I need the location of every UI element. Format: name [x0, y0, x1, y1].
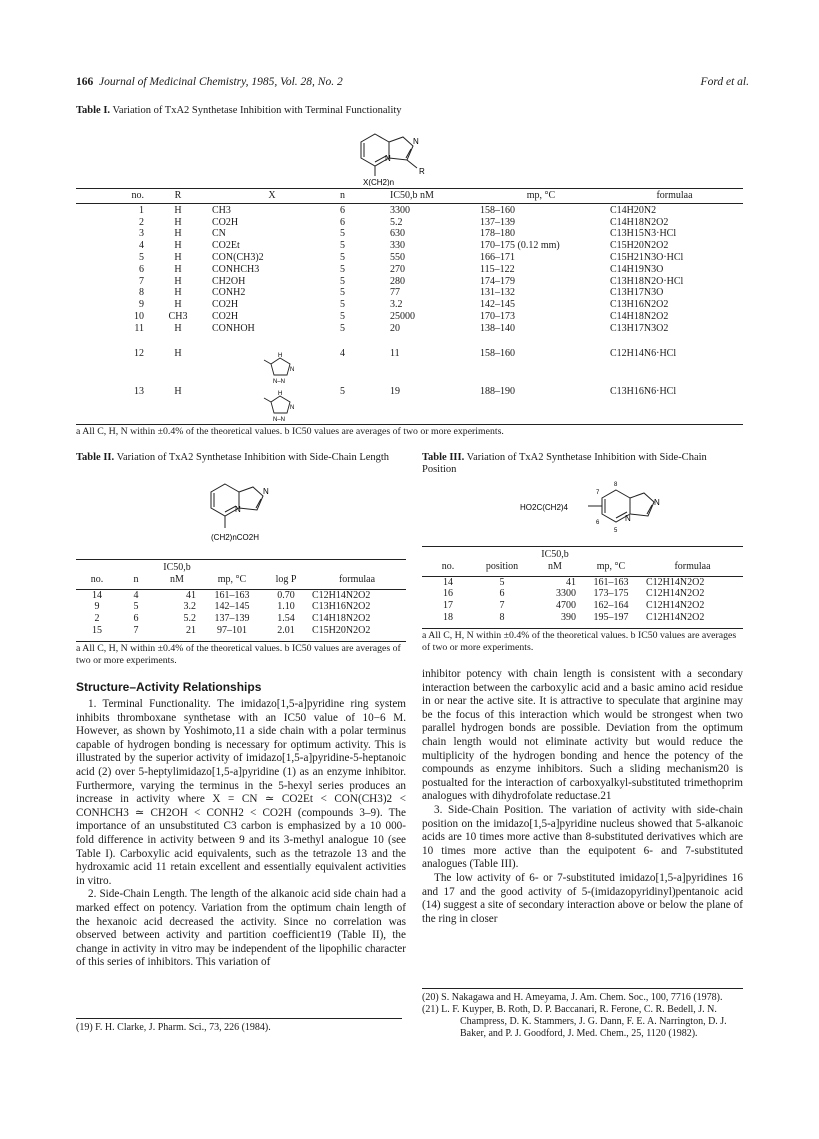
table3-pos-8: 8 [614, 482, 618, 488]
table1-structure-n1: N [413, 137, 419, 146]
table1-col-no: no. [131, 190, 144, 201]
table2-structure-n1: N [263, 487, 269, 496]
table1-row [76, 373, 743, 411]
table1-row [76, 252, 743, 264]
table2-row [76, 613, 406, 625]
table2-rule-bottom [76, 641, 406, 642]
table3-cell-no: 18 [443, 611, 453, 623]
reference-20: (20) S. Nakagawa and H. Ameyama, J. Am. Chem. Soc., 100, 7716 (1978). [422, 992, 723, 1003]
table3-body [422, 576, 743, 624]
table1-cell-no: 13 [134, 385, 144, 397]
table2-cell-n: 6 [133, 613, 139, 625]
table3-cell-ic50: 3300 [556, 588, 576, 600]
para-chain-length-continued: inhibitor potency with chain length is consistent with a secondary interaction between the carboxylic acid and a basic amino acid residue in or near the active site. It is attractive to speculate that arginine may be the focus of this interaction which would be strongest when two parallel hydrogen bonds are possible. Deviation from the optimum chain length would not eliminate activity but would reduce the multiplicity of the hydrogen bonding and hence the potency of the compounds as enzyme inhibitors. Such a sliding mechanism20 is postualted for the interaction of carboxyalkyl-substituted trimethoprim analogues with dihydrofolate reductase.21 [422, 668, 743, 803]
table3-cell-formula: C12H14N2O2 [646, 588, 705, 600]
table1-cell-formula: C15H20N2O2 [610, 240, 669, 252]
table1-cell-ic50: 19 [390, 385, 400, 397]
para-side-chain-position: 3. Side-Chain Position. The variation of activity with side-chain position on the imidazo[1,5-a]pyridine nucleus showed that 5-alkanoic acids are 10 times more active than 8-substituted derivatives which are 10 times more active than the equipotent 6- and 7-substituted analogues (Table III). [422, 803, 743, 871]
table1-title: Variation of TxA2 Synthetase Inhibition with Terminal Functionality [112, 105, 402, 116]
table3-title: Variation of TxA2 Synthetase Inhibition with Side-Chain Position [422, 452, 707, 475]
table1-cell-x: CO2H [212, 216, 239, 228]
table1-cell-r: H [174, 385, 182, 397]
table3-col-formula: formulaa [674, 560, 711, 572]
table1-cell-r: H [174, 299, 182, 311]
table1-cell-mp: 158–160 [480, 204, 515, 216]
table2-caption [76, 452, 406, 464]
table1-cell-ic50: 630 [390, 228, 405, 240]
table3-cell-position: 7 [499, 600, 505, 612]
table3-cell-position: 8 [499, 611, 505, 623]
table1-col-r: R [174, 190, 182, 201]
footnotes-left [76, 1022, 406, 1034]
table2-col-no: no. [90, 573, 104, 585]
table3-header-row [422, 549, 743, 573]
table3-cell-mp: 173–175 [593, 588, 629, 600]
table1-cell-no: 1 [139, 204, 144, 216]
table3-cell-mp: 195–197 [593, 611, 629, 623]
table1-row [76, 276, 743, 288]
authors: Ford et al. [700, 76, 749, 88]
left-column [76, 698, 406, 970]
table2-cell-ic50: 21 [186, 624, 196, 636]
table1-cell-no: 9 [139, 299, 144, 311]
table3 [422, 549, 743, 624]
table2-cell-mp: 137–139 [214, 613, 250, 625]
table1-cell-x: CONH2 [212, 287, 246, 299]
table2-col-n: n [133, 573, 139, 585]
table1-structure-chain: X(CH2)n [363, 178, 395, 186]
table3-cell-position: 6 [499, 588, 505, 600]
table1-row [76, 217, 743, 229]
table3-cell-no: 17 [443, 600, 453, 612]
table3-caption [422, 452, 743, 476]
table2-cell-formula: C13H16N2O2 [312, 601, 371, 613]
table1-header-row [76, 190, 743, 202]
table1-cell-mp: 178–180 [480, 228, 515, 240]
para-low-activity: The low activity of 6- or 7-substituted imidazo[1,5-a]pyridines 16 and 17 and the good activity of 5-(imidazopyridinyl)pentanoic acid (14) suggest a site of secondary interaction above or below the plane of the ring in closer [422, 871, 743, 925]
para-side-chain-length: 2. Side-Chain Length. The length of the alkanoic acid side chain had a marked effect on potency. Variation from the optimum chain length of the hexanoic acid decreased the activity. Since no correlation was observed between activity and partition coefficient19 (Table II), the change in activity in vitro may be independent of the lipophilic character of this series of inhibitors. This variation of [76, 888, 406, 969]
footnote-rule-left [76, 1018, 402, 1019]
table1-cell-mp: 188–190 [480, 385, 515, 397]
table3-cell-ic50: 390 [561, 611, 576, 623]
table1-cell-formula: C13H16N2O2 [610, 299, 669, 311]
table1-col-ic50: IC50,b nM [390, 190, 434, 201]
table1-cell-mp: 170–175 (0.12 mm) [480, 240, 560, 252]
table1-cell-formula: C14H18N2O2 [610, 216, 669, 228]
table2-label: Table II. [76, 452, 115, 463]
right-column [422, 668, 743, 926]
tetrazole-nn: N–N [273, 379, 286, 385]
table1-cell-no: 8 [139, 287, 144, 299]
table1-cell-x: CO2H [212, 310, 239, 322]
table1-cell-no: 2 [139, 216, 144, 228]
table2-cell-formula: C15H20N2O2 [312, 624, 371, 636]
table2-col-ic50: IC50,b nM [163, 562, 191, 585]
table2-rule-top [76, 559, 406, 560]
table1-cell-no: 6 [139, 263, 144, 275]
table1-cell-r: H [174, 322, 182, 334]
table1-structure [345, 122, 455, 186]
table1-rule-top [76, 188, 743, 189]
table3-cell-formula: C12H14N2O2 [646, 576, 705, 588]
table1-cell-ic50: 270 [390, 263, 405, 275]
table1-cell-mp: 115–122 [480, 263, 515, 275]
table1-cell-x: CONHCH3 [212, 263, 260, 275]
para-terminal-functionality: 1. Terminal Functionality. The imidazo[1,5-a]pyridine ring system inhibits thromboxane synthetase with an IC50 value of 10−6 M. However, as shown by Yoshimoto,11 a side chain with a polar terminus capable of hydrogen bonding is necessary for optimum activity. This is illustrated by the superior activity of imidazo[1,5-a]pyridine-5-heptanoic acid (2) over 5-heptylimidazo[1,5-a]pyridine (1) as an enzyme inhibitor. Furthermore, varying the terminus in the 5-hexyl series produces an increase in activity where X = CN ≃ CO2Et < CON(CH3)2 < CONHCH3 ≃ CH2OH < CONH2 < CO2H (compounds 3–9). The importance of an unsubstituted C3 carbon is emphasized by a 10 000-fold difference in activity between 9 and its 3-methyl analogue 10 (see Table I). Carboxylic acid equivalents, such as the tetrazole 13 and the hydroxamic acid 11 retain excellent and essentially equivalent activities in vitro. [76, 698, 406, 887]
table2-cell-mp: 161–163 [214, 589, 250, 601]
table2-col-logp: log P [275, 573, 297, 585]
table3-cell-mp: 162–164 [593, 600, 629, 612]
table1-cell-r: H [174, 275, 182, 287]
table1-cell-mp: 142–145 [480, 299, 515, 311]
table2-cell-no: 15 [92, 624, 102, 636]
table1-row [76, 264, 743, 276]
table1-cell-n: 5 [340, 263, 345, 275]
tetrazole-nn: N–N [273, 417, 286, 423]
table1-cell-ic50: 3300 [390, 204, 410, 216]
table3-row [422, 612, 743, 624]
table3-cell-formula: C12H14N2O2 [646, 600, 705, 612]
table1 [76, 190, 743, 411]
table2-title: Variation of TxA2 Synthetase Inhibition with Side-Chain Length [116, 452, 390, 463]
table1-cell-formula: C13H16N6·HCl [610, 385, 677, 397]
table1-cell-mp: 170–173 [480, 310, 515, 322]
table1-cell-formula: C14H19N3O [610, 263, 664, 275]
table1-cell-n: 4 [340, 347, 345, 359]
table1-cell-r: CH3 [168, 310, 188, 322]
table1-cell-r: H [174, 347, 182, 359]
table1-caption [76, 105, 402, 117]
table3-row [422, 576, 743, 588]
table2 [76, 562, 406, 637]
table3-col-ic50: IC50,b nM [541, 549, 569, 572]
table2-body [76, 589, 406, 637]
table1-cell-x: CON(CH3)2 [212, 251, 264, 263]
table1-cell-ic50: 330 [390, 240, 405, 252]
journal-citation: Journal of Medicinal Chemistry, 1985, Vol. 28, No. 2 [99, 76, 343, 88]
table3-structure-n1: N [654, 498, 660, 507]
table3-col-mp: mp, °C [596, 560, 626, 572]
table1-cell-r: H [174, 240, 182, 252]
table1-cell-mp: 158–160 [480, 347, 515, 359]
table3-row [422, 588, 743, 600]
table3-pos-5: 5 [614, 528, 618, 534]
table3-cell-mp: 161–163 [593, 576, 629, 588]
table1-col-formula: formulaa [656, 190, 693, 201]
table1-cell-x: CN [212, 228, 226, 240]
table2-col-mp: mp, °C [217, 573, 247, 585]
table1-cell-ic50: 25000 [390, 310, 415, 322]
table1-cell-n: 5 [340, 287, 345, 299]
table1-cell-formula: C15H21N3O·HCl [610, 251, 684, 263]
table1-cell-x: CONHOH [212, 322, 255, 334]
table1-cell-n: 5 [340, 275, 345, 287]
table3-footnote: a All C, H, N within ±0.4% of the theoretical values. b IC50 values are averages of two or more experiments. [422, 630, 737, 653]
table2-cell-logp: 1.54 [277, 613, 295, 625]
table1-cell-formula: C12H14N6·HCl [610, 347, 677, 359]
table1-cell-ic50: 550 [390, 251, 405, 263]
table3-cell-no: 14 [443, 576, 453, 588]
table1-col-mp: mp, °C [526, 190, 556, 201]
table1-cell-n: 5 [340, 310, 345, 322]
table1-row [76, 287, 743, 299]
table1-row [76, 240, 743, 252]
table1-cell-ic50: 77 [390, 287, 400, 299]
table1-cell-no: 11 [134, 322, 144, 334]
table1-cell-mp: 138–140 [480, 322, 515, 334]
table1-cell-r: H [174, 263, 182, 275]
table1-cell-n: 6 [340, 216, 345, 228]
table1-cell-no: 3 [139, 228, 144, 240]
table2-header-row [76, 562, 406, 586]
table2-cell-logp: 2.01 [277, 624, 295, 636]
table2-cell-n: 4 [133, 589, 139, 601]
table1-col-x: X [268, 190, 276, 201]
table3-pos-7: 7 [596, 490, 600, 496]
tetrazole-n: N [290, 405, 295, 411]
table3-row [422, 600, 743, 612]
table3-structure-n2: N [625, 514, 631, 523]
table2-cell-no: 14 [92, 589, 102, 601]
table1-structure-n2: N [385, 154, 391, 163]
table1-cell-mp: 131–132 [480, 287, 515, 299]
footnote-rule-right [422, 988, 743, 989]
tetrazole-h: H [278, 391, 283, 397]
table2-cell-ic50: 41 [186, 589, 196, 601]
table1-row [76, 299, 743, 311]
table3-structure-chain: HO2C(CH2)4 [520, 503, 569, 512]
table1-cell-n: 5 [340, 322, 345, 334]
table1-cell-x: CO2Et [212, 240, 240, 252]
table3-rule-bottom [422, 628, 743, 629]
table1-cell-n: 5 [340, 299, 345, 311]
table1-row [76, 205, 743, 217]
table1-cell-ic50: 5.2 [390, 216, 403, 228]
table1-cell-ic50: 20 [390, 322, 400, 334]
table2-row [76, 625, 406, 637]
table1-row [76, 335, 743, 373]
table1-cell-ic50: 3.2 [390, 299, 403, 311]
reference-21: (21) L. F. Kuyper, B. Roth, D. P. Baccanari, R. Ferone, C. R. Bedell, J. N. Champress, D. K. Stammers, J. G. Dann, F. E. A. Narrington, D. J. Baker, and P. J. Goodford, J. Med. Chem., 25, 1120 (1982). [422, 1004, 727, 1039]
section-title: Structure–Activity Relationships [76, 680, 262, 694]
footnotes-right [422, 992, 743, 1040]
table1-cell-formula: C13H17N3O2 [610, 322, 669, 334]
table3-rule-top [422, 546, 743, 547]
table2-cell-ic50: 3.2 [183, 601, 196, 613]
table1-cell-no: 7 [139, 275, 144, 287]
table1-cell-n: 5 [340, 251, 345, 263]
table2-cell-mp: 142–145 [214, 601, 250, 613]
table2-col-formula: formulaa [338, 573, 376, 585]
table1-cell-formula: C14H18N2O2 [610, 310, 669, 322]
table1-cell-no: 12 [134, 347, 144, 359]
table2-structure-n2: N [235, 505, 241, 514]
table2-cell-no: 2 [94, 613, 100, 625]
table2-cell-no: 9 [94, 601, 100, 613]
table2-row [76, 589, 406, 601]
table1-cell-r: H [174, 287, 182, 299]
table1-cell-r: H [174, 216, 182, 228]
table1-cell-formula: C14H20N2 [610, 204, 657, 216]
table1-cell-no: 4 [139, 240, 144, 252]
table3-cell-no: 16 [443, 588, 453, 600]
table2-structure [195, 476, 295, 546]
table1-cell-mp: 174–179 [480, 275, 515, 287]
table3-pos-6: 6 [596, 520, 600, 526]
table1-row [76, 311, 743, 323]
table1-col-n: n [340, 190, 345, 201]
table2-cell-n: 7 [133, 624, 139, 636]
table3-structure [520, 478, 680, 540]
table2-cell-formula: C12H14N2O2 [312, 589, 371, 601]
reference-19: (19) F. H. Clarke, J. Pharm. Sci., 73, 226 (1984). [76, 1022, 271, 1033]
table1-footnote: a All C, H, N within ±0.4% of the theoretical values. b IC50 values are averages of two or more experiments. [76, 426, 504, 437]
table1-cell-no: 5 [139, 251, 144, 263]
tetrazole-structure-12 [262, 350, 302, 386]
table2-cell-n: 5 [133, 601, 139, 613]
page-number: 166 [76, 76, 94, 88]
table1-cell-n: 5 [340, 228, 345, 240]
table1-row [76, 323, 743, 335]
table2-row [76, 601, 406, 613]
table3-label: Table III. [422, 452, 465, 463]
table1-cell-r: H [174, 228, 182, 240]
table1-cell-n: 5 [340, 240, 345, 252]
table1-cell-ic50: 11 [390, 347, 400, 359]
table3-cell-formula: C12H14N2O2 [646, 611, 705, 623]
tetrazole-h: H [278, 353, 283, 359]
table3-cell-position: 5 [499, 576, 505, 588]
table1-cell-no: 10 [134, 310, 144, 322]
running-header [76, 76, 343, 88]
table1-cell-x: CH2OH [212, 275, 246, 287]
table1-cell-n: 5 [340, 385, 345, 397]
table2-cell-logp: 0.70 [277, 589, 295, 601]
tetrazole-n: N [290, 367, 295, 373]
table1-cell-ic50: 280 [390, 275, 405, 287]
table3-col-no: no. [441, 560, 455, 572]
table1-cell-mp: 137–139 [480, 216, 515, 228]
table1-cell-formula: C13H17N3O [610, 287, 664, 299]
table1-label: Table I. [76, 105, 111, 116]
table3-col-position: position [485, 560, 519, 572]
table1-cell-mp: 166–171 [480, 251, 515, 263]
table2-cell-ic50: 5.2 [183, 613, 196, 625]
table3-cell-ic50: 41 [566, 576, 576, 588]
table2-cell-formula: C14H18N2O2 [312, 613, 371, 625]
table1-body [76, 205, 743, 411]
table2-footnote: a All C, H, N within ±0.4% of the theoretical values. b IC50 values are averages of two or more experiments. [76, 643, 401, 666]
table1-cell-formula: C13H18N2O·HCl [610, 275, 684, 287]
table1-structure-r: R [419, 167, 425, 176]
table2-structure-chain: (CH2)nCO2H [211, 533, 260, 542]
table1-cell-n: 6 [340, 204, 345, 216]
tetrazole-structure-13 [262, 388, 302, 424]
table1-cell-formula: C13H15N3·HCl [610, 228, 677, 240]
table3-cell-ic50: 4700 [556, 600, 576, 612]
table1-rule-bottom [76, 424, 743, 425]
table1-cell-x: CH3 [212, 204, 231, 216]
table1-cell-r: H [174, 251, 182, 263]
table2-cell-mp: 97–101 [217, 624, 247, 636]
table1-row [76, 228, 743, 240]
table1-cell-x: CO2H [212, 299, 239, 311]
table2-cell-logp: 1.10 [277, 601, 295, 613]
table1-cell-r: H [174, 204, 182, 216]
